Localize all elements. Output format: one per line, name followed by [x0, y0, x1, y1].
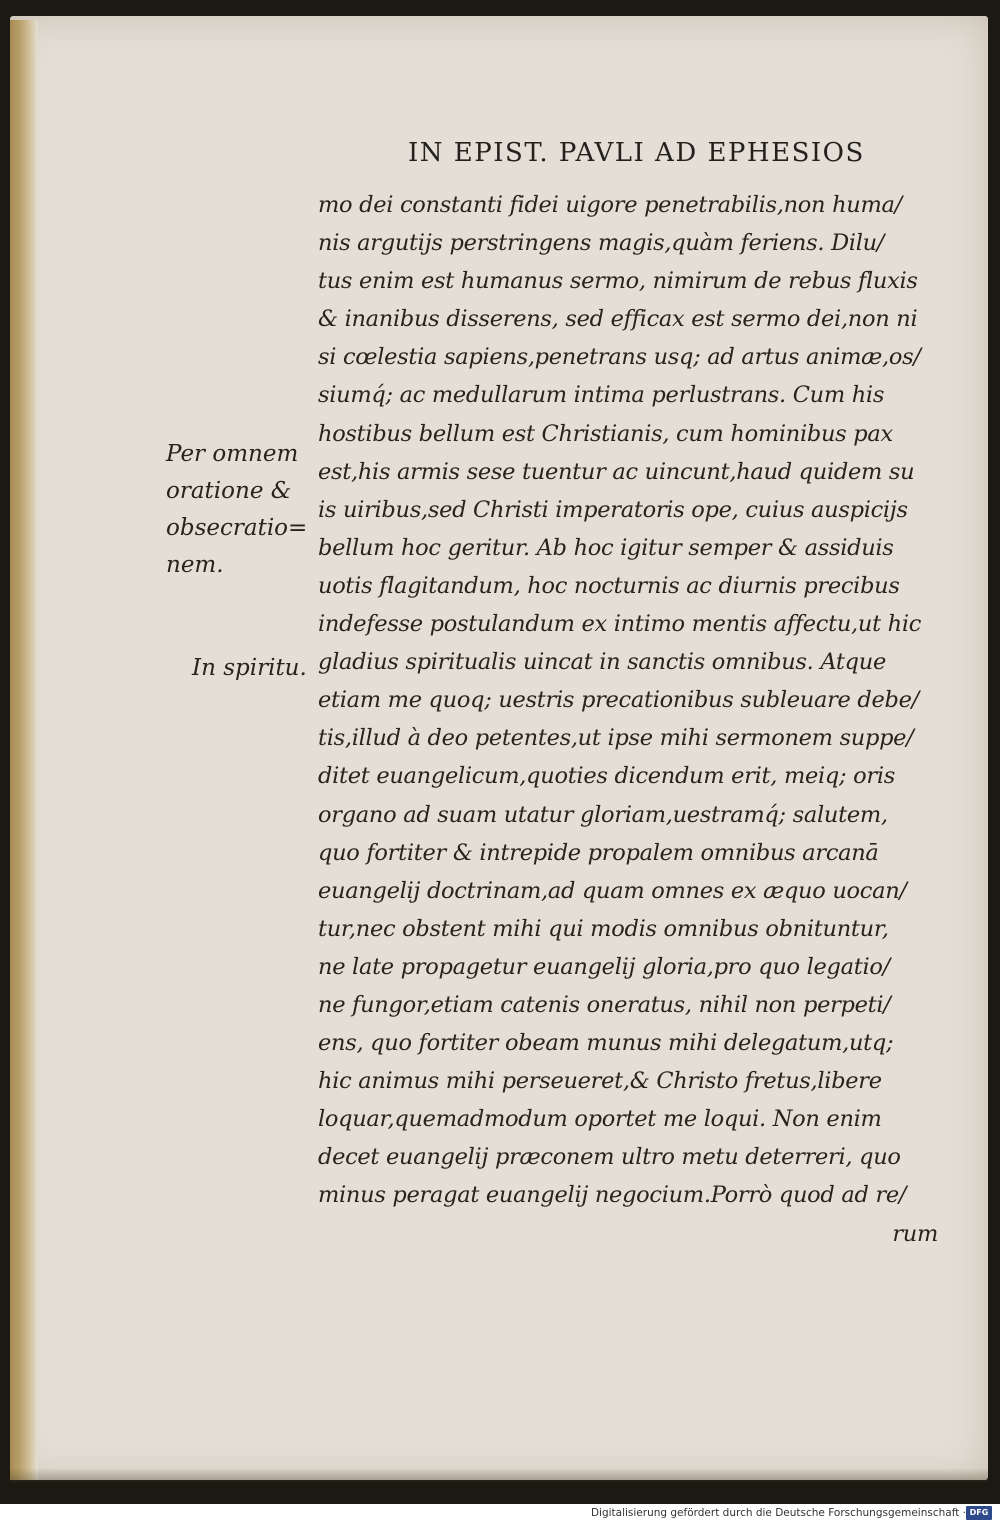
margin-note-line: oratione & [166, 478, 292, 504]
body-line: loquar,quemadmodum oportet me loqui. Non enim [318, 1106, 882, 1133]
catchword: rum [892, 1220, 938, 1247]
body-line: tur,nec obstent mihi qui modis omnibus obnituntur, [318, 915, 889, 942]
body-line: ne late propagetur euangelij gloria,pro quo legatio/ [318, 953, 890, 980]
margin-note-in-spiritu [192, 650, 307, 687]
body-line: si cœlestia sapiens,penetrans usq; ad artus animæ,os/ [318, 344, 921, 371]
body-line: tus enim est humanus sermo, nimirum de rebus fluxis [318, 268, 918, 295]
binding-edge [10, 20, 38, 1480]
body-line: quo fortiter & intrepide propalem omnibus arcanā [318, 839, 879, 866]
body-line: ens, quo fortiter obeam munus mihi delegatum,utq; [318, 1030, 894, 1057]
body-line: indefesse postulandum ex intimo mentis affectu,ut hic [318, 611, 922, 638]
margin-note-line: nem. [166, 552, 224, 578]
footer-credit: Digitalisierung gefördert durch die Deutsche Forschungsgemeinschaft · [590, 1507, 966, 1519]
body-line: organo ad suam utatur gloriam,uestramq́; salutem, [318, 801, 888, 828]
body-line: bellum hoc geritur. Ab hoc igitur semper & assiduis [318, 534, 894, 561]
body-line: gladius spiritualis uincat in sanctis omnibus. Atque [318, 649, 886, 676]
margin-note-line: Per omnem [166, 441, 299, 467]
body-line: mo dei constanti fidei uigore penetrabilis,non huma/ [318, 192, 902, 218]
margin-note-line: In spiritu. [192, 655, 307, 681]
body-line: siumq́; ac medullarum intima perlustrans. Cum his [318, 382, 885, 409]
body-line: uotis flagitandum, hoc nocturnis ac diurnis precibus [318, 572, 900, 599]
body-line: tis,illud à deo petentes,ut ipse mihi sermonem suppe/ [318, 725, 914, 752]
body-line: decet euangelij præconem ultro metu deterreri, quo [318, 1144, 901, 1171]
running-head: IN EPIST. PAVLI AD EPHESIOS [408, 138, 865, 168]
dfg-logo: DFG [966, 1506, 992, 1520]
body-line: hic animus mihi perseueret,& Christo fretus,libere [318, 1068, 882, 1095]
margin-note-per-omnem [166, 436, 307, 584]
body-line: euangelij doctrinam,ad quam omnes ex æquo uocan/ [318, 877, 907, 904]
body-line: etiam me quoq; uestris precationibus subleuare debe/ [318, 687, 919, 714]
body-line: ditet euangelicum,quoties dicendum erit, meiq; oris [318, 763, 895, 790]
body-line: nis argutijs perstringens magis,quàm feriens. Dilu/ [318, 230, 885, 257]
body-line: minus peragat euangelij negocium.Porrò quod ad re/ [318, 1182, 907, 1209]
body-line: & inanibus disserens, sed efficax est sermo dei,non ni [318, 306, 918, 333]
page-shadow [10, 1468, 988, 1482]
body-line: is uiribus,sed Christi imperatoris ope, cuius auspicijs [318, 496, 908, 523]
body-line: hostibus bellum est Christianis, cum hominibus pax [318, 420, 893, 447]
body-line: est,his armis sese tuentur ac uincunt,haud quidem su [318, 458, 915, 485]
body-text [318, 186, 940, 1253]
body-line: ne fungor,etiam catenis oneratus, nihil non perpeti/ [318, 991, 891, 1018]
margin-note-line: obsecratio= [166, 515, 308, 541]
